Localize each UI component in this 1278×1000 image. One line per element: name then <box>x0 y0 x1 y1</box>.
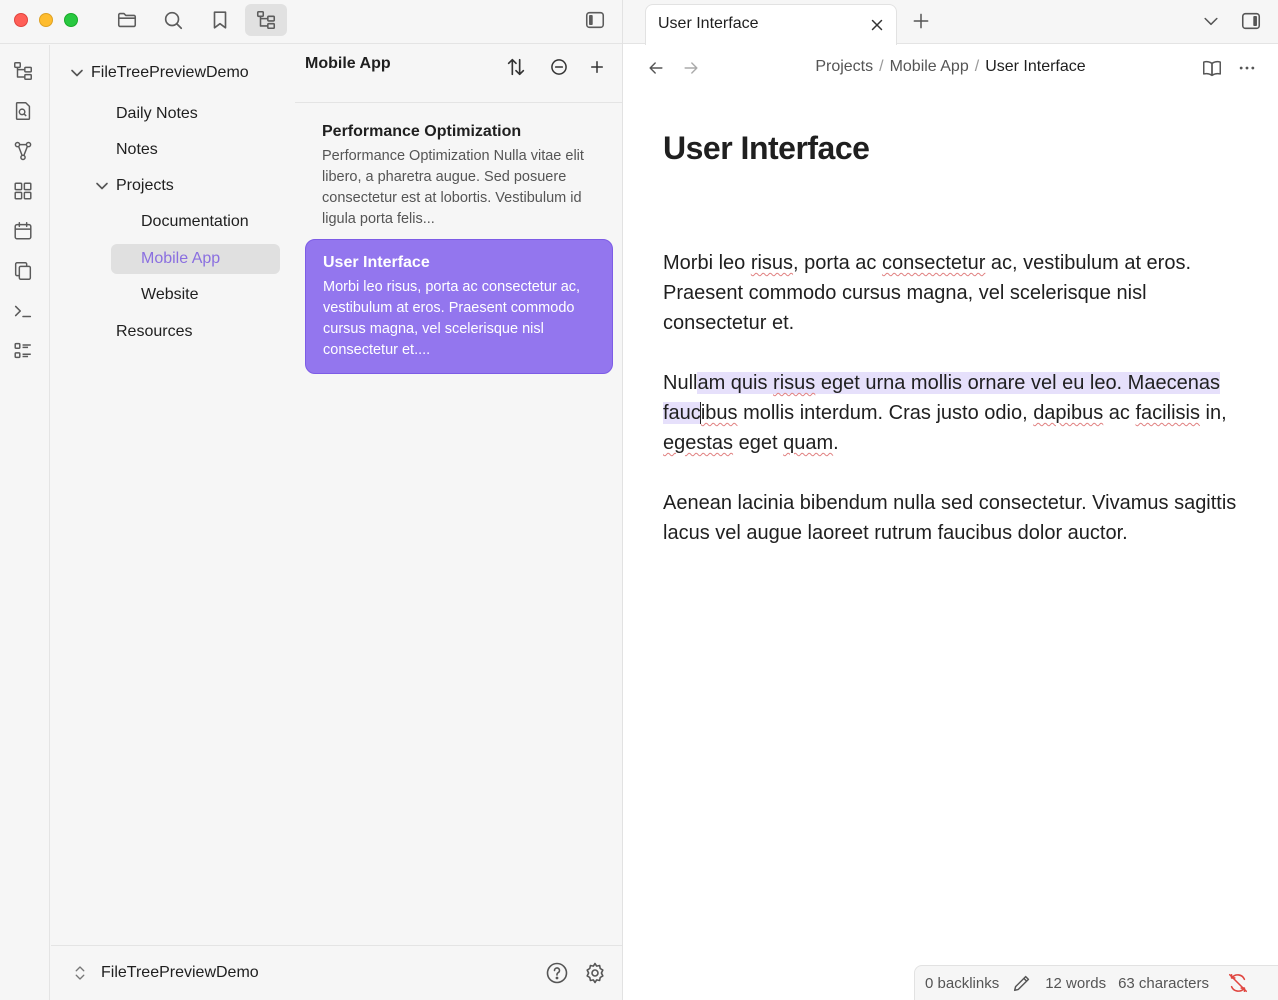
close-window-button[interactable] <box>14 13 28 27</box>
note-card-user-interface[interactable] <box>305 239 613 374</box>
paragraph-1[interactable] <box>663 248 1243 338</box>
file-tree-icon[interactable] <box>245 4 287 36</box>
editor-pane <box>623 0 1278 1000</box>
note-card-performance-optimization[interactable] <box>305 109 613 233</box>
sync-disabled-icon[interactable] <box>1227 972 1249 994</box>
paragraph-2[interactable] <box>663 368 1243 458</box>
view-header <box>623 45 1278 91</box>
vault-name[interactable]: FileTreePreviewDemo <box>101 964 259 981</box>
backlinks-count[interactable]: 0 backlinks <box>925 974 1000 992</box>
new-tab-icon[interactable] <box>907 7 935 35</box>
text-run: Null <box>663 372 698 394</box>
sidebar-right-icon[interactable] <box>1237 7 1265 35</box>
file-tree-icon[interactable] <box>9 57 37 85</box>
spellcheck-word: facilisis <box>1135 402 1200 424</box>
paragraph-3[interactable]: Aenean lacinia bibendum nulla sed consectetur. Vivamus sagittis lacus vel augue laoreet rutrum faucibus dolor auctor. <box>663 492 1237 544</box>
tree-item-label: Resources <box>116 323 193 340</box>
help-icon[interactable] <box>545 961 569 985</box>
file-tree <box>51 45 295 945</box>
breadcrumb-item-current[interactable]: User Interface <box>985 58 1086 75</box>
bookmark-icon[interactable] <box>202 4 238 36</box>
note-card-title: Performance Optimization <box>322 123 522 140</box>
text-run: Morbi leo <box>663 252 751 274</box>
note-card-preview: Performance Optimization Nulla vitae elit libero, a pharetra augue. Sed posuere consectetur est at lobortis. Vestibulum id ligula porta felis... <box>322 148 584 227</box>
sidebar-left-icon[interactable] <box>577 4 613 36</box>
status-bar <box>914 965 1278 1000</box>
chevron-down-icon[interactable] <box>1197 7 1225 35</box>
close-icon[interactable] <box>868 16 886 34</box>
text-run: in, <box>1199 402 1227 424</box>
tree-item-label: Daily Notes <box>116 105 198 122</box>
tree-item-daily-notes[interactable] <box>116 99 198 129</box>
tree-item-mobile-app[interactable] <box>111 244 280 274</box>
list-icon[interactable] <box>9 337 37 365</box>
text-run: am quis <box>697 372 774 394</box>
left-pane <box>0 0 623 1000</box>
text-run: eget <box>733 432 784 454</box>
note-card-title: User Interface <box>323 254 430 271</box>
folder-icon[interactable] <box>109 4 145 36</box>
note-title[interactable]: User Interface <box>663 130 870 166</box>
spellcheck-word: risus <box>750 252 794 274</box>
spellcheck-word: egestas <box>663 432 734 454</box>
tree-item-projects[interactable] <box>94 171 174 201</box>
ribbon <box>0 45 50 1000</box>
vault-switcher-icon[interactable] <box>71 964 89 982</box>
more-options-icon[interactable] <box>1233 54 1261 82</box>
calendar-icon[interactable] <box>9 217 37 245</box>
tree-item-label: Website <box>141 286 199 303</box>
spellcheck-word: consectetur <box>881 252 986 274</box>
collapse-icon[interactable] <box>545 53 573 81</box>
left-titlebar <box>0 0 622 44</box>
editor-content[interactable] <box>663 130 1243 544</box>
settings-gear-icon[interactable] <box>583 961 607 985</box>
text-run: ac <box>1103 402 1136 424</box>
tab-title: User Interface <box>658 15 759 32</box>
text-run: eget urna mollis ornare vel eu leo. Maecenas <box>815 372 1220 394</box>
chevron-down-icon <box>69 65 85 81</box>
tree-item-label: Notes <box>116 141 158 158</box>
character-count: 63 characters <box>1118 974 1209 992</box>
tree-vault-label: FileTreePreviewDemo <box>91 64 249 81</box>
text-run: fauc <box>663 402 701 424</box>
breadcrumb-item-mobile-app[interactable]: Mobile App <box>889 58 969 75</box>
graph-icon[interactable] <box>9 137 37 165</box>
text-run: mollis interdum. Cras justo odio, <box>737 402 1034 424</box>
tree-item-label: Projects <box>116 177 174 194</box>
tree-item-label: Documentation <box>141 213 249 230</box>
note-card-preview: Morbi leo risus, porta ac consectetur ac, vestibulum at eros. Praesent commodo cursus magna, vel scelerisque nisl consectetur et.... <box>323 279 581 358</box>
vault-footer <box>51 945 622 1000</box>
tree-item-notes[interactable] <box>116 135 158 165</box>
new-note-icon[interactable] <box>583 53 611 81</box>
tab-user-interface[interactable] <box>645 4 897 45</box>
word-count: 12 words <box>1045 974 1107 992</box>
note-list-header <box>295 45 622 103</box>
tree-item-label: Mobile App <box>141 250 221 267</box>
chevron-down-icon <box>94 178 110 194</box>
tree-item-website[interactable] <box>141 280 199 310</box>
text-run: , porta ac <box>793 252 882 274</box>
breadcrumb: Projects / Mobile App / User Interface <box>815 58 1086 75</box>
terminal-icon[interactable] <box>9 297 37 325</box>
file-search-icon[interactable] <box>9 97 37 125</box>
tree-item-resources[interactable] <box>116 317 192 347</box>
minimize-window-button[interactable] <box>39 13 53 27</box>
note-list-title: Mobile App <box>305 55 391 72</box>
spellcheck-word: dapibus <box>1033 402 1104 424</box>
edit-pencil-icon[interactable] <box>1011 972 1033 994</box>
copy-icon[interactable] <box>9 257 37 285</box>
spellcheck-word: ibus <box>700 402 738 424</box>
zoom-window-button[interactable] <box>64 13 78 27</box>
tab-bar <box>623 0 1278 44</box>
tree-item-documentation[interactable] <box>141 207 249 237</box>
reading-view-book-icon[interactable] <box>1198 54 1226 82</box>
text-run: . <box>833 432 839 454</box>
note-list <box>295 45 622 945</box>
search-icon[interactable] <box>155 4 191 36</box>
spellcheck-word: risus <box>773 372 816 394</box>
spellcheck-word: quam <box>783 432 834 454</box>
blocks-icon[interactable] <box>9 177 37 205</box>
breadcrumb-item-projects[interactable]: Projects <box>815 58 874 75</box>
text-run: ac, vestibulum at eros. Praesent commodo cursus magna, vel scelerisque nisl consectetur et. <box>663 252 1192 334</box>
sort-icon[interactable] <box>502 53 530 81</box>
tree-vault-root[interactable] <box>69 58 249 88</box>
